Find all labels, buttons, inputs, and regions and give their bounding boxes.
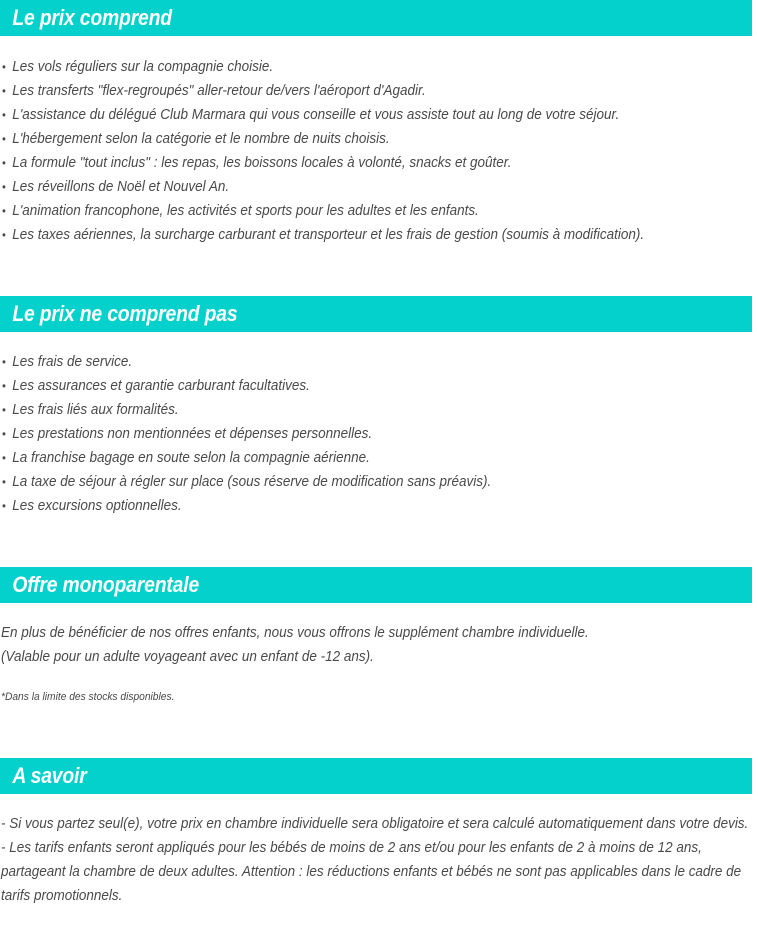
list-item (2, 127, 644, 151)
list-item-label: L'hébergement selon la catégorie et le nombre de nuits choisis. (12, 131, 390, 147)
list-item-label: Les assurances et garantie carburant facultatives. (12, 378, 310, 394)
bullet-dot-icon: • (2, 204, 6, 218)
list-item (2, 55, 644, 79)
bullet-dot-icon: • (2, 84, 6, 98)
bullet-dot-icon: • (2, 451, 6, 465)
bullet-dot-icon: • (2, 180, 6, 194)
section-header-excluded (0, 296, 752, 332)
included-list (2, 55, 692, 247)
section-title-to-know: A savoir (12, 763, 87, 788)
list-item-label: La taxe de séjour à régler sur place (sous réserve de modification sans préavis). (12, 474, 492, 490)
stock-availability-footnote: *Dans la limite des stocks disponibles. (1, 691, 175, 703)
list-item-label: L'animation francophone, les activités et sports pour les adultes et les enfants. (12, 203, 479, 219)
list-item (2, 470, 491, 494)
list-item (2, 175, 644, 199)
bullet-dot-icon: • (2, 108, 6, 122)
list-item-label: Les excursions optionnelles. (12, 498, 182, 514)
list-item-label: Les taxes aériennes, la surcharge carburant et transporteur et les frais de gestion (soumis à modification). (12, 227, 645, 243)
to-know-paragraph-1: - Si vous partez seul(e), votre prix en chambre individuelle sera obligatoire et sera calculé automatiquement dans votre devis. (1, 816, 749, 832)
bullet-dot-icon: • (2, 499, 6, 513)
list-item (2, 374, 491, 398)
list-item (2, 103, 644, 127)
list-item (2, 79, 644, 103)
list-item (2, 446, 491, 470)
section-title-included: Le prix comprend (12, 5, 172, 30)
single-parent-offer-line-1: En plus de bénéficier de nos offres enfants, nous vous offrons le supplément chambre individuelle. (1, 625, 589, 641)
list-item (2, 151, 644, 175)
section-header-to-know (0, 758, 752, 794)
list-item-label: Les frais liés aux formalités. (12, 402, 179, 418)
single-parent-offer-line-2: (Valable pour un adulte voyageant avec un enfant de -12 ans). (1, 649, 374, 665)
list-item-label: Les vols réguliers sur la compagnie choisie. (12, 59, 274, 75)
bullet-dot-icon: • (2, 132, 6, 146)
single-parent-offer-body (1, 621, 633, 669)
bullet-dot-icon: • (2, 403, 6, 417)
section-title-single-parent-offer: Offre monoparentale (12, 572, 200, 597)
bullet-dot-icon: • (2, 475, 6, 489)
bullet-dot-icon: • (2, 427, 6, 441)
list-item-label: La franchise bagage en soute selon la compagnie aérienne. (12, 450, 370, 466)
list-item-label: Les frais de service. (12, 354, 133, 370)
list-item-label: Les transferts "flex-regroupés" aller-retour de/vers l'aéroport d'Agadir. (12, 83, 426, 99)
to-know-body (1, 812, 758, 908)
list-item-label: Les prestations non mentionnées et dépenses personnelles. (12, 426, 373, 442)
list-item (2, 398, 491, 422)
excluded-list (2, 350, 528, 518)
section-title-excluded: Le prix ne comprend pas (12, 301, 238, 326)
to-know-paragraph-2: - Les tarifs enfants seront appliqués pour les bébés de moins de 2 ans et/ou pour les enfants de 2 à moins de 12 ans, partageant la chambre de deux adultes. Attention : les réductions enfants et bébés ne sont pas applicables dans le cadre de tarifs promotionnels. (1, 840, 742, 904)
list-item (2, 494, 491, 518)
bullet-dot-icon: • (2, 355, 6, 369)
section-header-single-parent-offer (0, 567, 752, 603)
list-item (2, 223, 644, 247)
bullet-dot-icon: • (2, 228, 6, 242)
list-item (2, 199, 644, 223)
list-item (2, 350, 491, 374)
bullet-dot-icon: • (2, 156, 6, 170)
list-item-label: L'assistance du délégué Club Marmara qui vous conseille et vous assiste tout au long de votre séjour. (12, 107, 620, 123)
bullet-dot-icon: • (2, 379, 6, 393)
list-item-label: La formule "tout inclus" : les repas, les boissons locales à volonté, snacks et goûter. (12, 155, 512, 171)
section-header-included (0, 0, 752, 36)
list-item (2, 422, 491, 446)
bullet-dot-icon: • (2, 60, 6, 74)
list-item-label: Les réveillons de Noël et Nouvel An. (12, 179, 230, 195)
